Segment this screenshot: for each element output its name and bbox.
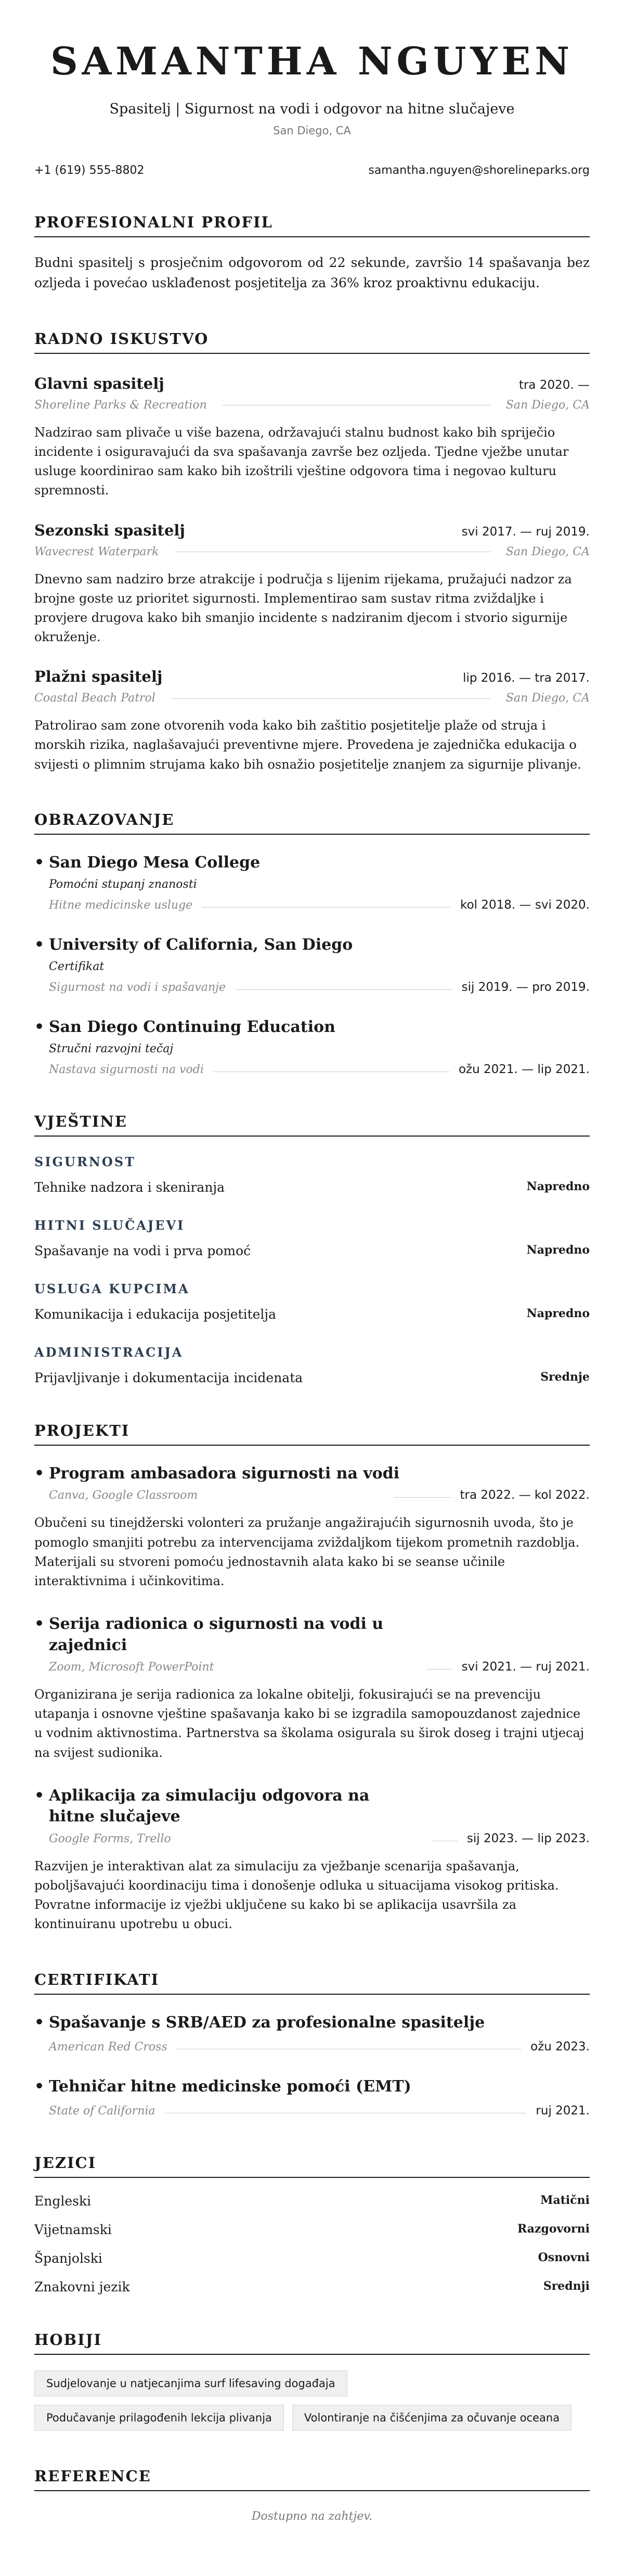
skill-level: Srednje: [540, 1370, 590, 1384]
resume: [34, 0, 590, 2523]
education-dates: sij 2019. — pro 2019.: [461, 980, 590, 994]
skill-name: Spašavanje na vodi i prva pomoć: [34, 1243, 251, 1258]
certificate-entry: [34, 2076, 590, 2118]
school-name: San Diego Continuing Education: [49, 1017, 335, 1036]
certificate-entry: [34, 2012, 590, 2054]
bullet-icon: •: [34, 1464, 45, 1483]
divider: [171, 698, 490, 699]
education-entry: [34, 1017, 590, 1076]
profile-section: [34, 213, 590, 294]
language-level: Razgovorni: [517, 2222, 590, 2236]
job-title: Glavni spasitelj: [34, 374, 164, 392]
language-level: Srednji: [543, 2279, 590, 2293]
job-entry: [34, 375, 590, 501]
field: Hitne medicinske usluge: [49, 898, 193, 912]
job-dates: tra 2020. —: [518, 378, 590, 392]
project-entry: [34, 1463, 590, 1591]
skill-name: Tehnike nadzora i skeniranja: [34, 1179, 225, 1195]
field: Sigurnost na vodi i spašavanje: [49, 980, 226, 994]
certificate-name: Spašavanje s SRB/AED za profesionalne spasitelje: [49, 2013, 485, 2032]
references-text: Dostupno na zahtjev.: [251, 2509, 373, 2523]
section-title: HOBIJI: [34, 2331, 590, 2355]
field: Nastava sigurnosti na vodi: [49, 1063, 204, 1076]
job-title: Plažni spasitelj: [34, 668, 163, 686]
project-description: Obučeni su tinejdžerski volonteri za pružanje angažirajućih sigurnosnih uvoda, što je pomoglo smanjiti potrebu za intervencijama zviždaljkom tijekom prometnih razdoblja. Materijali su stvoreni pomoću jednostavnih alata kako bi se seanse učinile interaktivnima i učinkovitima.: [34, 1515, 580, 1588]
project-description: Organizirana je serija radionica za lokalne obitelji, fokusirajući se na prevenciju utapanja i osnovne vještine spašavanja kako bi se izgradila samopouzdanost zajednice u vodnim aktivnostima. Partnerstva sa školama osigurala su širok doseg i trajni utjecaj na svijest sudionika.: [34, 1687, 584, 1760]
skill-row: [34, 1370, 590, 1385]
language-row: [34, 2194, 590, 2209]
location: San Diego, CA: [273, 124, 351, 137]
hobby-chip: Sudjelovanje u natjecanjima surf lifesaving događaja: [34, 2370, 347, 2396]
job-description: Nadzirao sam plivače u više bazena, održavajući stalnu budnost kako bih spriječio incidente i osiguravajući da sva spašavanja završe bez ozljeda. Tjedne vježbe unutar usluge koordinirao sam kako bih izoštrili vještine odgovora tima i negovao kulturu spremnosti.: [34, 425, 569, 498]
school-name: San Diego Mesa College: [49, 853, 261, 872]
divider: [394, 1497, 451, 1498]
skill-category: SIGURNOST: [34, 1154, 136, 1169]
language-name: Znakovni jezik: [34, 2279, 130, 2294]
company: Coastal Beach Patrol: [34, 692, 155, 705]
degree: Pomoćni stupanj znanosti: [49, 877, 197, 891]
bullet-icon: •: [34, 1017, 45, 1036]
contact-row: [34, 164, 590, 177]
language-level: Matični: [540, 2193, 590, 2207]
section-title: PROJEKTI: [34, 1422, 590, 1446]
hobbies-section: [34, 2331, 590, 2431]
phone[interactable]: +1 (619) 555-8802: [34, 164, 145, 177]
skill-category: USLUGA KUPCIMA: [34, 1281, 190, 1296]
certificate-issuer: American Red Cross: [49, 2040, 167, 2054]
skill-category: HITNI SLUČAJEVI: [34, 1217, 185, 1233]
bullet-icon: •: [34, 853, 45, 872]
certificates-section: [34, 1971, 590, 2118]
job-title: Sezonski spasitelj: [34, 521, 185, 539]
job-dates: svi 2017. — ruj 2019.: [461, 525, 590, 539]
section-title: JEZICI: [34, 2154, 590, 2178]
project-dates: tra 2022. — kol 2022.: [460, 1488, 590, 1502]
skill-category: ADMINISTRACIJA: [34, 1344, 184, 1360]
certificate-name: Tehničar hitne medicinske pomoći (EMT): [49, 2077, 411, 2096]
language-level: Osnovni: [538, 2250, 590, 2264]
certificate-issuer: State of California: [49, 2104, 155, 2118]
project-title: Serija radionica o sigurnosti na vodi u zajednici: [49, 1615, 384, 1654]
skill-name: Prijavljivanje i dokumentacija incidenata: [34, 1370, 303, 1385]
bullet-icon: •: [34, 935, 45, 954]
projects-section: [34, 1422, 590, 1934]
bullet-icon: •: [34, 1786, 45, 1805]
job-dates: lip 2016. — tra 2017.: [463, 671, 590, 685]
degree: Stručni razvojni tečaj: [49, 1042, 174, 1055]
candidate-name: SAMANTHA NGUYEN: [50, 39, 574, 84]
company: Shoreline Parks & Recreation: [34, 398, 207, 412]
school-name: University of California, San Diego: [49, 935, 353, 954]
project-dates: svi 2021. — ruj 2021.: [461, 1660, 590, 1674]
bullet-icon: •: [34, 1615, 45, 1634]
education-dates: kol 2018. — svi 2020.: [460, 898, 590, 912]
section-title: REFERENCE: [34, 2467, 590, 2491]
divider: [235, 989, 452, 990]
hobby-chip: Podučavanje prilagođenih lekcija plivanja: [34, 2405, 284, 2431]
project-tools: Zoom, Microsoft PowerPoint: [49, 1661, 214, 1674]
job-description: Patrolirao sam zone otvorenih voda kako bih zaštitio posjetitelje plaže od struja i morskih rizika, naglašavajući preventivne mjere. Provedena je zajednička edukacija o svijesti o plimnim strujama kako bih osnažio posjetitelje znanjem za sigurnije plivanje.: [34, 718, 581, 772]
project-title: Aplikacija za simulaciju odgovora na hitne slučajeve: [49, 1786, 370, 1826]
divider: [175, 551, 490, 552]
skill-row: [34, 1180, 590, 1195]
company: Wavecrest Waterpark: [34, 545, 159, 558]
skill-level: Napredno: [526, 1306, 590, 1320]
job-description: Dnevno sam nadziro brze atrakcije i područja s lijenim rijekama, pružajući nadzor za brojne goste uz prioritet sigurnosti. Implementirao sam sustav ritma zviždaljke i provjere drugova kako bih smanjio incidente s nadziranim djecom i stvorio sigurnije okruženje.: [34, 571, 572, 645]
hobby-chip: Volontiranje na čišćenjima za očuvanje oceana: [292, 2405, 571, 2431]
job-location: San Diego, CA: [505, 692, 590, 705]
email-link[interactable]: samantha.nguyen@shorelineparks.org: [368, 164, 590, 177]
project-description: Razvijen je interaktivan alat za simulaciju za vježbanje scenarija spašavanja, poboljšavajući koordinaciju tima i donošenje odluka u situacijama visokog pritiska. Povratne informacije iz vježbi uključene su kako bi se aplikacija usavršila za kontinuiranu upotrebu u obuci.: [34, 1858, 559, 1932]
job-location: San Diego, CA: [505, 398, 590, 412]
divider: [223, 404, 490, 405]
language-name: Vijetnamski: [34, 2222, 112, 2237]
certificate-date: ruj 2021.: [536, 2103, 590, 2118]
certificate-date: ožu 2023.: [530, 2039, 590, 2054]
section-title: RADNO ISKUSTVO: [34, 330, 590, 354]
language-row: [34, 2279, 590, 2294]
skill-level: Napredno: [526, 1243, 590, 1257]
headline: Spasitelj | Sigurnost na vodi i odgovor na hitne slučajeve: [109, 101, 515, 118]
education-dates: ožu 2021. — lip 2021.: [458, 1062, 590, 1076]
education-section: [34, 811, 590, 1076]
languages-section: [34, 2154, 590, 2294]
language-name: Engleski: [34, 2193, 92, 2209]
hobby-chips: [34, 2370, 590, 2431]
bullet-icon: •: [34, 2013, 45, 2032]
project-entry: [34, 1786, 590, 1934]
section-title: CERTIFIKATI: [34, 1971, 590, 1995]
skills-section: [34, 1113, 590, 1385]
divider: [202, 907, 451, 908]
education-entry: [34, 852, 590, 912]
project-dates: sij 2023. — lip 2023.: [466, 1831, 590, 1845]
skill-name: Komunikacija i edukacija posjetitelja: [34, 1306, 277, 1322]
job-location: San Diego, CA: [505, 545, 590, 558]
section-title: PROFESIONALNI PROFIL: [34, 213, 590, 237]
skill-level: Napredno: [526, 1179, 590, 1193]
skill-row: [34, 1243, 590, 1258]
degree: Certifikat: [49, 960, 105, 973]
job-entry: [34, 668, 590, 774]
project-entry: [34, 1614, 590, 1763]
project-tools: Canva, Google Classroom: [49, 1489, 198, 1502]
language-row: [34, 2222, 590, 2237]
section-title: VJEŠTINE: [34, 1113, 590, 1137]
education-entry: [34, 935, 590, 994]
job-entry: [34, 521, 590, 647]
experience-section: [34, 330, 590, 774]
project-title: Program ambasadora sigurnosti na vodi: [49, 1464, 400, 1483]
language-row: [34, 2251, 590, 2266]
profile-text: Budni spasitelj s prosječnim odgovorom od 22 sekunde, završio 14 spašavanja bez ozljeda i povećao usklađenost posjetitelja za 36% kroz proaktivnu edukaciju.: [34, 255, 590, 291]
project-tools: Google Forms, Trello: [49, 1832, 171, 1845]
skill-row: [34, 1307, 590, 1322]
references-section: [34, 2467, 590, 2523]
section-title: OBRAZOVANJE: [34, 811, 590, 835]
language-name: Španjolski: [34, 2250, 102, 2266]
bullet-icon: •: [34, 2077, 45, 2096]
